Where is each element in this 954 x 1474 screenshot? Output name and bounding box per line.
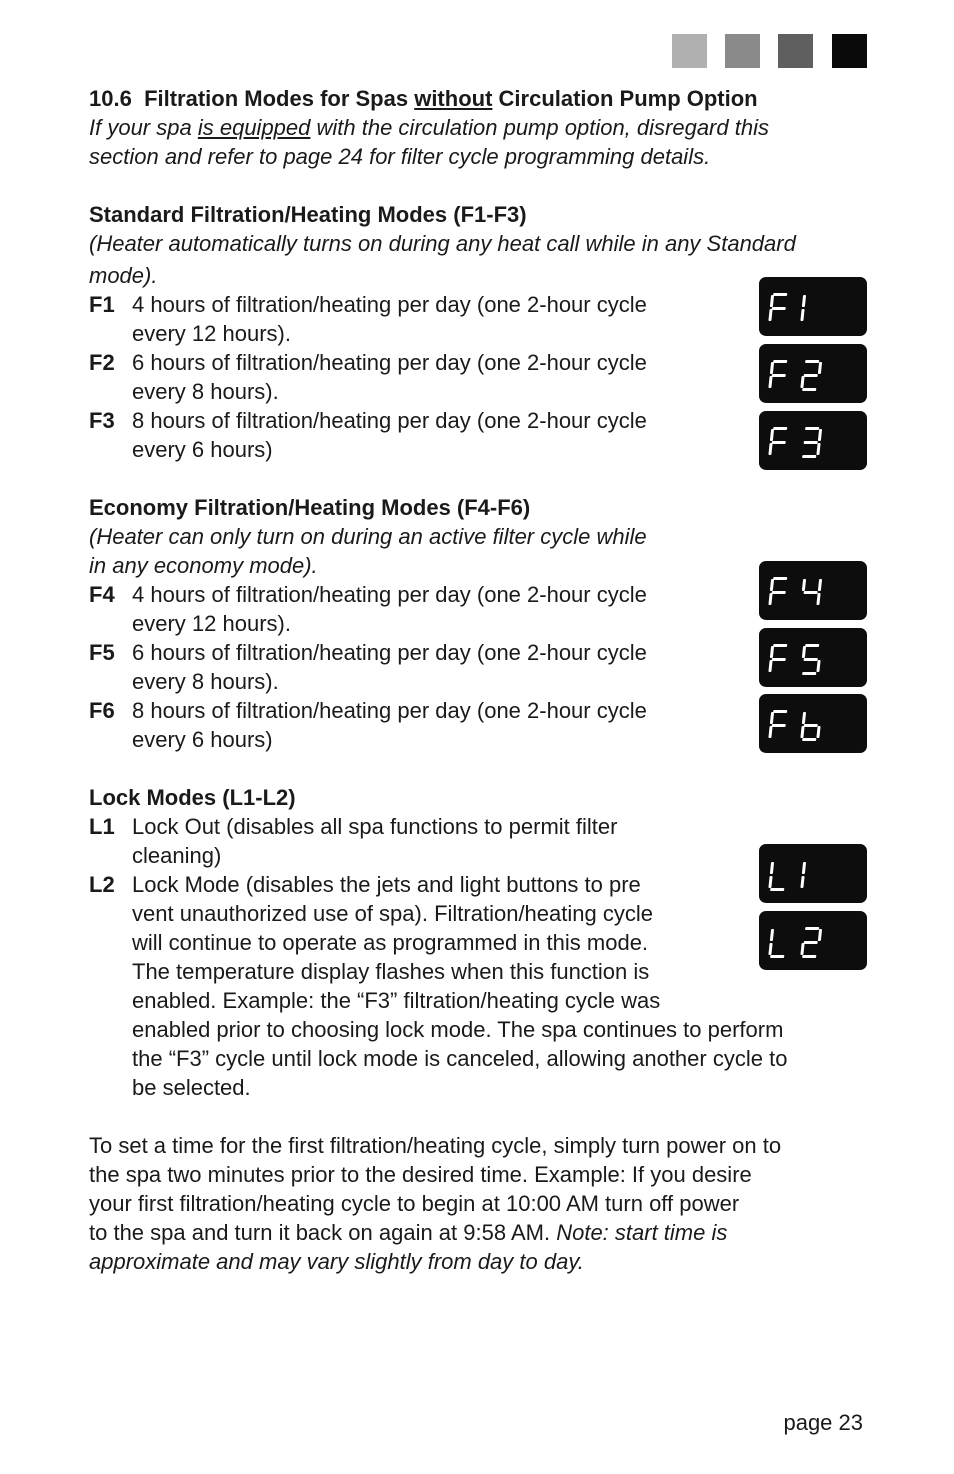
- item-l2-line7: the “F3” cycle until lock mode is canceled, allowing another cycle to: [132, 1046, 788, 1071]
- lcd-segment: [770, 862, 774, 874]
- lcd-segment: [772, 591, 786, 594]
- lcd-segment: [804, 441, 818, 444]
- lcd-segment: [768, 443, 772, 455]
- item-l2-line3: will continue to operate as programmed in this mode.: [132, 930, 649, 955]
- lcd-segment: [770, 712, 774, 724]
- lcd-segment: [772, 724, 786, 727]
- display-f3-digits: [759, 411, 867, 470]
- closing-line-5: approximate and may vary slightly from day to day.: [89, 1249, 584, 1274]
- display-f1-digits: [759, 277, 867, 336]
- header-square-4: [832, 34, 867, 68]
- lcd-segment: [768, 309, 772, 321]
- standard-note-1: (Heater automatically turns on during any heat call while in any Standard: [89, 231, 796, 256]
- item-f2-line2: every 8 hours).: [132, 379, 279, 404]
- economy-note-1: (Heater can only turn on during an active filter cycle while: [89, 524, 647, 549]
- item-code-f2: F2: [89, 350, 115, 375]
- item-f5-line1: 6 hours of filtration/heating per day (one 2-hour cycle: [132, 640, 647, 665]
- display-f5: [759, 628, 867, 687]
- item-f5-line2: every 8 hours).: [132, 669, 279, 694]
- lcd-segment: [802, 862, 806, 874]
- lcd-segment: [805, 427, 819, 430]
- lcd-segment: [802, 955, 816, 958]
- display-l2-digits: [759, 911, 867, 970]
- lcd-segment: [816, 443, 820, 455]
- closing-line-3: your first filtration/heating cycle to begin at 10:00 AM turn off power: [89, 1191, 740, 1216]
- item-f6-line2: every 6 hours): [132, 727, 273, 752]
- lcd-segment: [773, 710, 787, 713]
- display-f4: [759, 561, 867, 620]
- item-f3-line1: 8 hours of filtration/heating per day (one 2-hour cycle: [132, 408, 647, 433]
- lcd-segment: [773, 577, 787, 580]
- item-f4-line1: 4 hours of filtration/heating per day (one 2-hour cycle: [132, 582, 647, 607]
- lcd-segment: [772, 374, 786, 377]
- display-f1: [759, 277, 867, 336]
- item-code-f3: F3: [89, 408, 115, 433]
- lcd-segment: [768, 876, 772, 888]
- lcd-segment: [772, 441, 786, 444]
- item-l1-line2: cleaning): [132, 843, 222, 868]
- lcd-segment: [800, 726, 804, 738]
- item-f3-line2: every 6 hours): [132, 437, 273, 462]
- lcd-segment: [768, 660, 772, 672]
- lcd-segment: [800, 876, 804, 888]
- item-f1-line1: 4 hours of filtration/heating per day (one 2-hour cycle: [132, 292, 647, 317]
- lcd-segment: [802, 455, 816, 458]
- lcd-segment: [818, 429, 822, 441]
- lcd-segment: [805, 360, 819, 363]
- display-f4-digits: [759, 561, 867, 620]
- lcd-segment: [802, 738, 816, 741]
- header-square-3: [778, 34, 813, 68]
- display-f6: [759, 694, 867, 753]
- display-f3: [759, 411, 867, 470]
- lcd-segment: [768, 726, 772, 738]
- item-f1-line2: every 12 hours).: [132, 321, 291, 346]
- header-square-1: [672, 34, 707, 68]
- lcd-segment: [805, 644, 819, 647]
- lcd-segment: [802, 295, 806, 307]
- lcd-segment: [804, 941, 818, 944]
- lcd-segment: [770, 929, 774, 941]
- lcd-segment: [804, 658, 818, 661]
- lcd-segment: [770, 646, 774, 658]
- lcd-segment: [768, 376, 772, 388]
- lcd-segment: [816, 726, 820, 738]
- item-code-f4: F4: [89, 582, 115, 607]
- lcd-segment: [816, 660, 820, 672]
- lcd-segment: [772, 307, 786, 310]
- lcd-segment: [773, 293, 787, 296]
- section-heading: 10.6 Filtration Modes for Spas without Circulation Pump Option: [89, 86, 758, 111]
- lcd-segment: [773, 644, 787, 647]
- item-code-f1: F1: [89, 292, 115, 317]
- lcd-segment: [816, 593, 820, 605]
- closing-line-1: To set a time for the first filtration/heating cycle, simply turn power on to: [89, 1133, 782, 1158]
- lcd-segment: [800, 943, 804, 955]
- lcd-segment: [772, 658, 786, 661]
- intro-line-1: If your spa is equipped with the circulation pump option, disregard this: [89, 115, 769, 140]
- lcd-segment: [802, 388, 816, 391]
- item-l2-line2: vent unauthorized use of spa). Filtration/heating cycle: [132, 901, 653, 926]
- lcd-segment: [770, 579, 774, 591]
- item-l2-line1: Lock Mode (disables the jets and light buttons to pre: [132, 872, 641, 897]
- item-f2-line1: 6 hours of filtration/heating per day (one 2-hour cycle: [132, 350, 647, 375]
- lcd-segment: [804, 591, 818, 594]
- standard-note-2: mode).: [89, 263, 158, 288]
- lcd-segment: [802, 672, 816, 675]
- intro-line-2: section and refer to page 24 for filter cycle programming details.: [89, 144, 711, 169]
- lcd-segment: [804, 724, 818, 727]
- item-l2-line8: be selected.: [132, 1075, 251, 1100]
- lcd-segment: [804, 374, 818, 377]
- closing-line-2: the spa two minutes prior to the desired time. Example: If you desire: [89, 1162, 752, 1187]
- lcd-segment: [768, 943, 772, 955]
- display-f5-digits: [759, 628, 867, 687]
- lcd-segment: [770, 295, 774, 307]
- lock-title: Lock Modes (L1-L2): [89, 785, 296, 810]
- display-l1-digits: [759, 844, 867, 903]
- item-l2-line4: The temperature display flashes when this function is: [132, 959, 650, 984]
- item-code-f5: F5: [89, 640, 115, 665]
- page-number: page 23: [783, 1410, 863, 1435]
- lcd-segment: [818, 929, 822, 941]
- display-l1: [759, 844, 867, 903]
- item-code-l2: L2: [89, 872, 115, 897]
- lcd-segment: [818, 579, 822, 591]
- economy-note-2: in any economy mode).: [89, 553, 318, 578]
- lcd-segment: [773, 360, 787, 363]
- lcd-segment: [770, 429, 774, 441]
- display-f2-digits: [759, 344, 867, 403]
- display-f6-digits: [759, 694, 867, 753]
- lcd-segment: [773, 427, 787, 430]
- economy-title: Economy Filtration/Heating Modes (F4-F6): [89, 495, 531, 520]
- item-l1-line1: Lock Out (disables all spa functions to permit filter: [132, 814, 618, 839]
- lcd-segment: [805, 927, 819, 930]
- lcd-segment: [802, 646, 806, 658]
- item-code-l1: L1: [89, 814, 115, 839]
- item-f6-line1: 8 hours of filtration/heating per day (one 2-hour cycle: [132, 698, 647, 723]
- lcd-segment: [800, 376, 804, 388]
- display-f2: [759, 344, 867, 403]
- item-l2-line5: enabled. Example: the “F3” filtration/heating cycle was: [132, 988, 661, 1013]
- item-f4-line2: every 12 hours).: [132, 611, 291, 636]
- standard-title: Standard Filtration/Heating Modes (F1-F3): [89, 202, 527, 227]
- display-l2: [759, 911, 867, 970]
- lcd-segment: [802, 712, 806, 724]
- item-code-f6: F6: [89, 698, 115, 723]
- lcd-segment: [770, 362, 774, 374]
- lcd-segment: [768, 593, 772, 605]
- closing-line-4: to the spa and turn it back on again at 9:58 AM. Note: start time is: [89, 1220, 728, 1245]
- item-l2-line6: enabled prior to choosing lock mode. The spa continues to perform: [132, 1017, 784, 1042]
- lcd-segment: [800, 309, 804, 321]
- lcd-segment: [818, 362, 822, 374]
- header-square-2: [725, 34, 760, 68]
- lcd-segment: [802, 579, 806, 591]
- lcd-segment: [770, 888, 784, 891]
- lcd-segment: [770, 955, 784, 958]
